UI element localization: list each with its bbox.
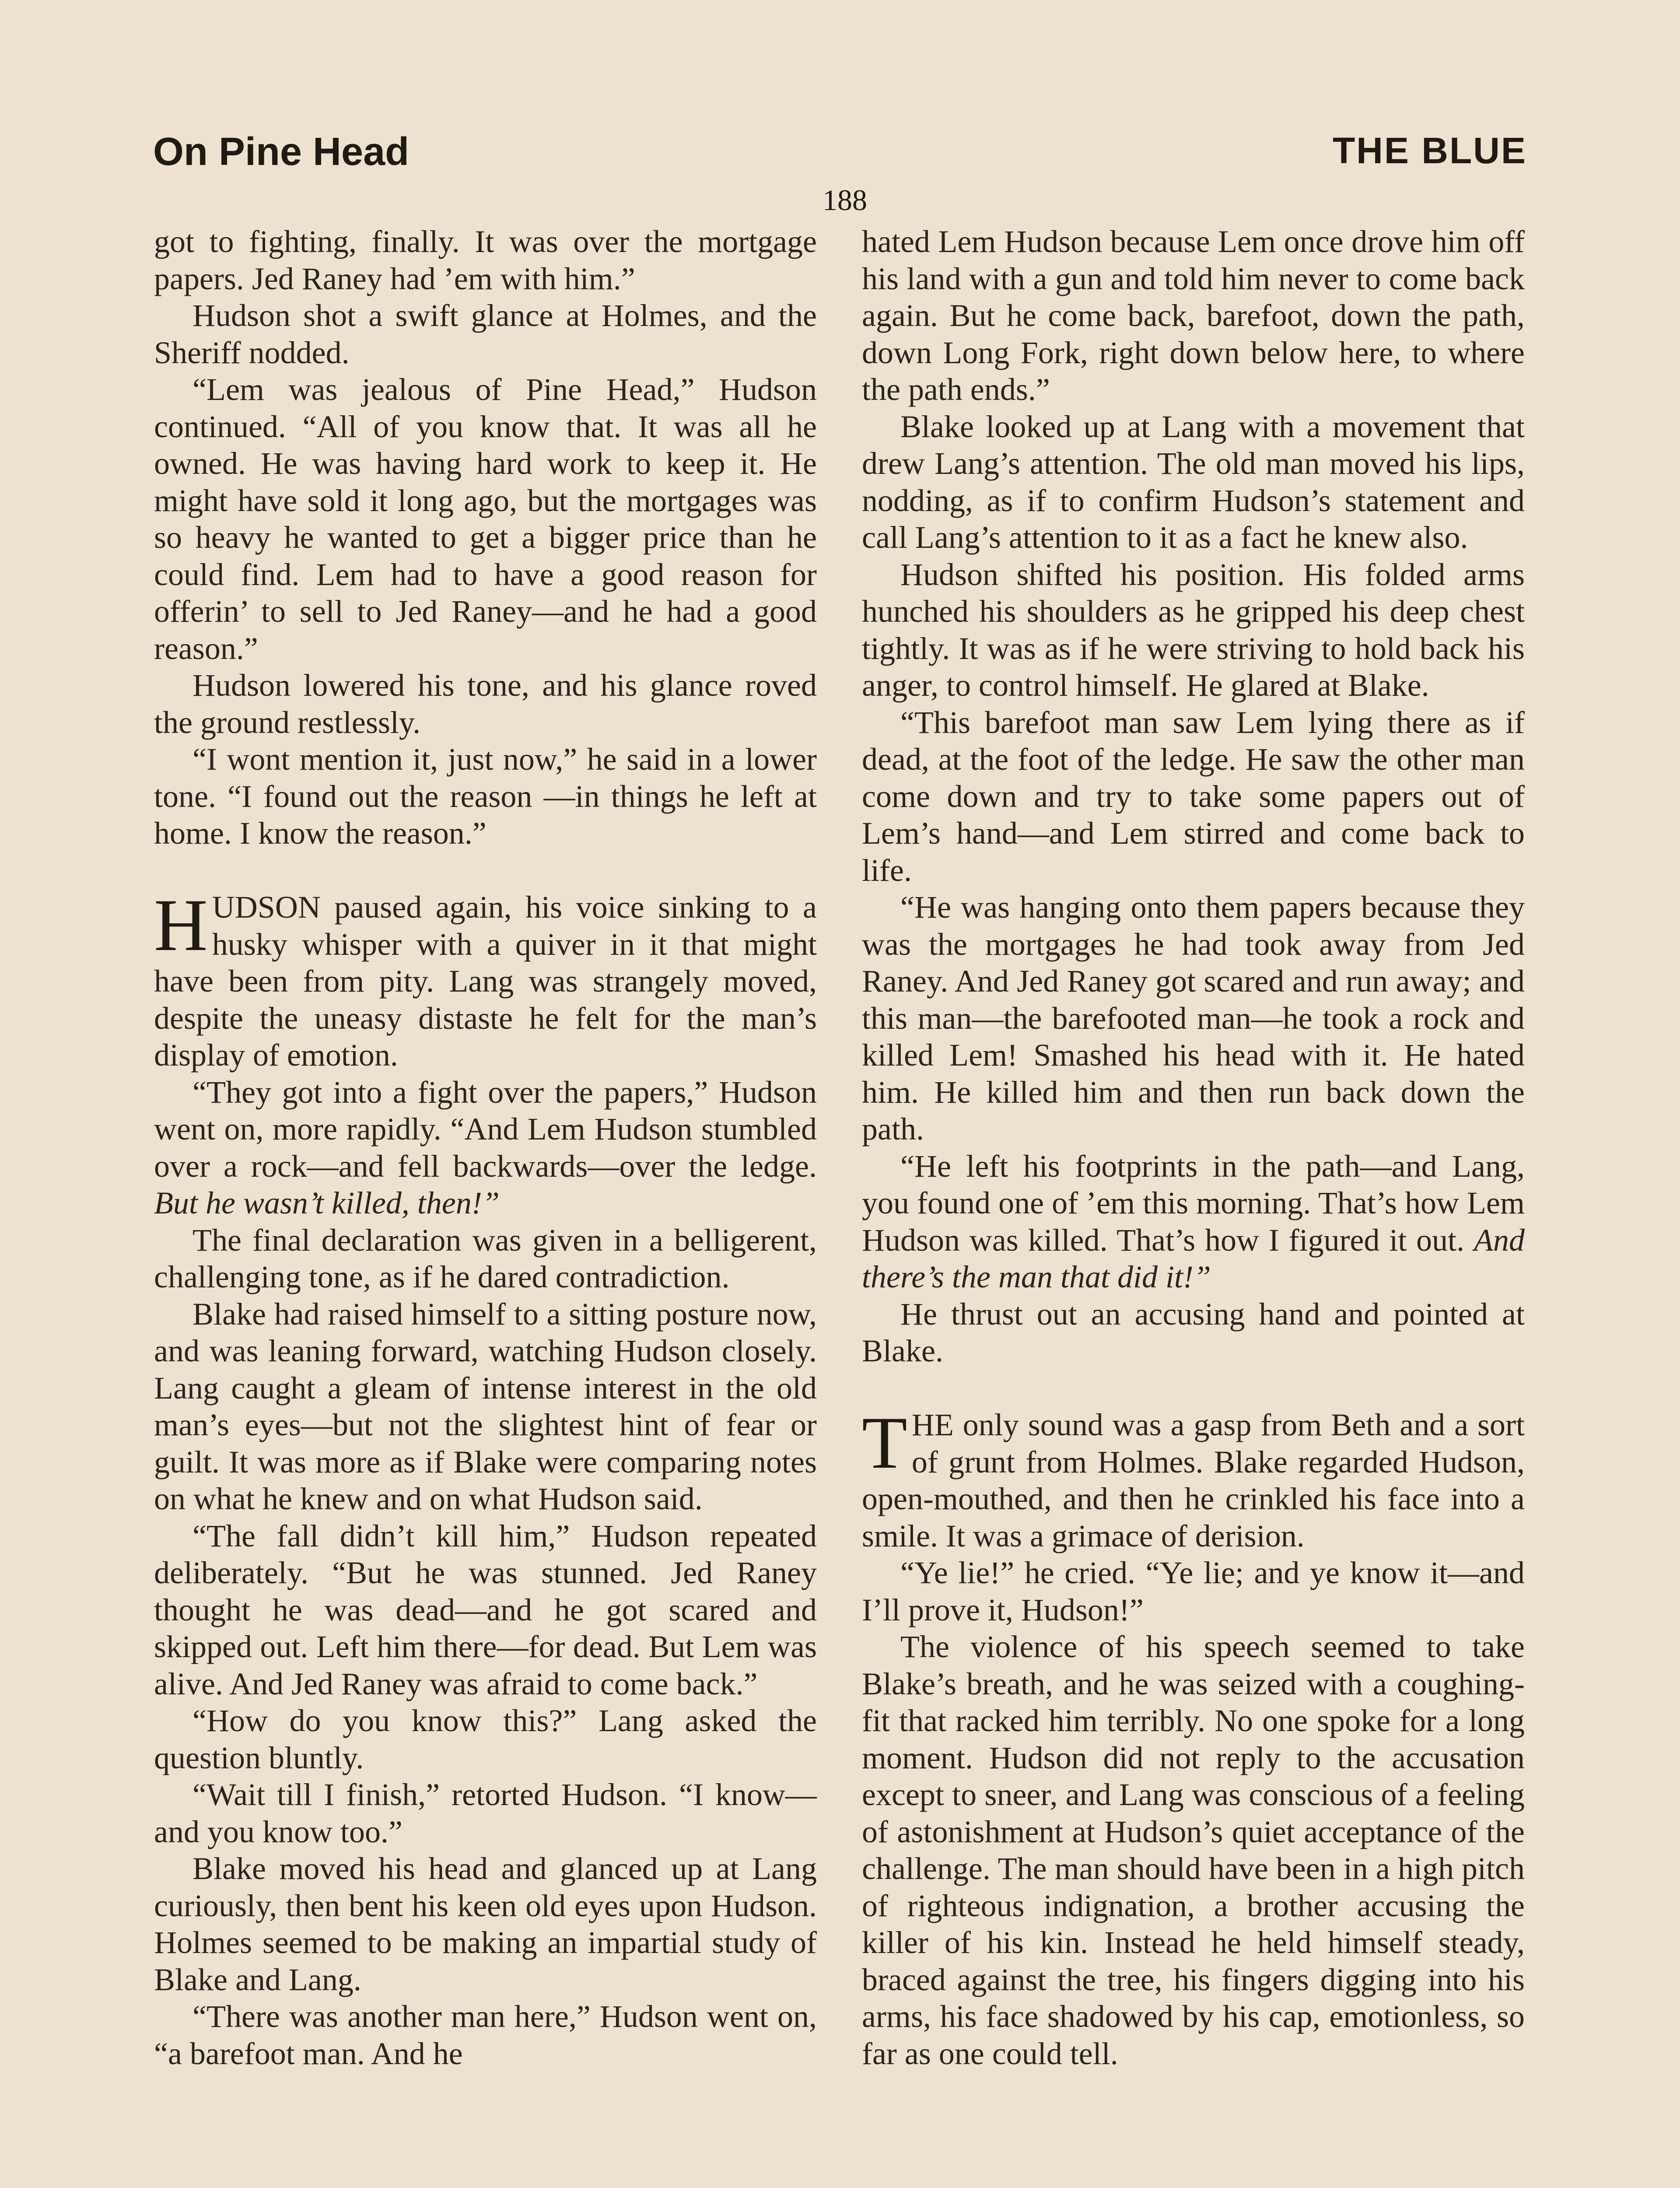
paragraph: The final declaration was given in a belligerent, challenging tone, as if he dared contradiction. [154,1222,817,1294]
italic-emphasis: But he wasn’t killed, then!” [154,1185,500,1220]
paragraph-text: HE only sound was a gasp from Beth and a sort of grunt from Holmes. Blake regarded Hudson, open-mouthed, and then he crinkled his face into a smile. It was a grimace of derision. [862,1407,1525,1553]
right-column [862,223,1525,2072]
paragraph-text: “They got into a fight over the papers,” Hudson went on, more rapidly. “And Lem Hudson stumbled over a rock—and fell backwards—over the ledge. [154,1074,817,1184]
story-title: On Pine Head [153,130,410,174]
paragraph: “The fall didn’t kill him,” Hudson repeated deliberately. “But he was stunned. Jed Raney thought he was dead—and he got scared and skipped out. Left him there—for dead. But Lem was alive. And Jed Raney was afraid to come back.” [154,1518,817,1701]
paragraph: Hudson shot a swift glance at Holmes, and the Sheriff nodded. [154,298,817,370]
section-opening-paragraph [862,1402,1525,1554]
paragraph: “Wait till I finish,” retorted Hudson. “I know—and you know too.” [154,1777,817,1849]
page-number: 188 [822,183,867,217]
paragraph: “This barefoot man saw Lem lying there as if dead, at the foot of the ledge. He saw the other man come down and try to take some papers out of Lem’s hand—and Lem stirred and come back to life. [862,705,1525,888]
paragraph: “There was another man here,” Hudson went on, “a barefoot man. And he [154,1999,817,2071]
section-break [862,1370,1525,1407]
italic-emphasis: And there’s the man that did it!” [862,1222,1525,1294]
drop-cap: T [862,1402,907,1484]
paragraph: Blake had raised himself to a sitting posture now, and was leaning forward, watching Hudson closely. Lang caught a gleam of intense interest in the old man’s eyes—but not the slightest hint of fear or guilt. It was more as if Blake were comparing notes on what he knew and on what Hudson said. [154,1296,817,1516]
paragraph: Blake looked up at Lang with a movement that drew Lang’s attention. The old man moved his lips, nodding, as if to confirm Hudson’s statement and call Lang’s attention to it as a fact he knew also. [862,409,1525,555]
section-opening-paragraph [154,884,817,1074]
paragraph: Hudson shifted his position. His folded arms hunched his shoulders as he gripped his deep chest tightly. It was as if he were striving to hold back his anger, to control himself. He glared at Blake. [862,557,1525,703]
paragraph: “How do you know this?” Lang asked the question bluntly. [154,1703,817,1775]
paragraph: got to fighting, finally. It was over the mortgage papers. Jed Raney had ’em with him.” [154,224,817,296]
paragraph: Hudson lowered his tone, and his glance roved the ground restlessly. [154,668,817,740]
paragraph: Blake moved his head and glanced up at Lang curiously, then bent his keen old eyes upon Hudson. Holmes seemed to be making an impartial study of Blake and Lang. [154,1851,817,1997]
paragraph: hated Lem Hudson because Lem once drove him off his land with a gun and told him never to come back again. But he come back, barefoot, down the path, down Long Fork, right down below here, to where the path ends.” [862,224,1525,407]
paragraph [154,1074,817,1222]
paragraph: The violence of his speech seemed to take Blake’s breath, and he was seized with a coughing-fit that racked him terribly. No one spoke for a long moment. Hudson did not reply to the accusation except to sneer, and Lang was conscious of a feeling of astonishment at Hudson’s quiet acceptance of the challenge. The man should have been in a high pitch of righteous indignation, a brother accusing the killer of his kin. Instead he held himself steady, braced against the tree, his fingers digging into his arms, his face shadowed by his cap, emotionless, so far as one could tell. [862,1629,1525,2071]
paragraph: “Ye lie!” he cried. “Ye lie; and ye know it—and I’ll prove it, Hudson!” [862,1555,1525,1627]
paragraph-text: UDSON paused again, his voice sinking to a husky whisper with a quiver in it that might have been from pity. Lang was strangely moved, despite the uneasy distaste he felt for the man’s display of emotion. [154,890,817,1073]
paragraph: He thrust out an accusing hand and pointed at Blake. [862,1296,1525,1368]
paragraph [862,1148,1525,1296]
section-break [154,852,817,889]
magazine-title: THE BLUE [1333,130,1527,171]
paragraph: “Lem was jealous of Pine Head,” Hudson continued. “All of you know that. It was all he owned. He was having hard work to keep it. He might have sold it long ago, but the mortgages was so heavy he wanted to get a bigger price than he could find. Lem had to have a good reason for offerin’ to sell to Jed Raney—and he had a good reason.” [154,372,817,666]
paragraph: “I wont mention it, just now,” he said in a lower tone. “I found out the reason —in things he left at home. I know the reason.” [154,742,817,851]
left-column [154,223,817,2072]
paragraph-text: “He left his footprints in the path—and Lang, you found one of ’em this morning. That’s how Lem Hudson was killed. That’s how I figured it out. [862,1148,1525,1258]
paragraph: “He was hanging onto them papers because they was the mortgages he had took away from Jed Raney. And Jed Raney got scared and run away; and this man—the barefooted man—he took a rock and killed Lem! Smashed his head with it. He hated him. He killed him and then run back down the path. [862,890,1525,1147]
drop-cap: H [154,884,208,966]
